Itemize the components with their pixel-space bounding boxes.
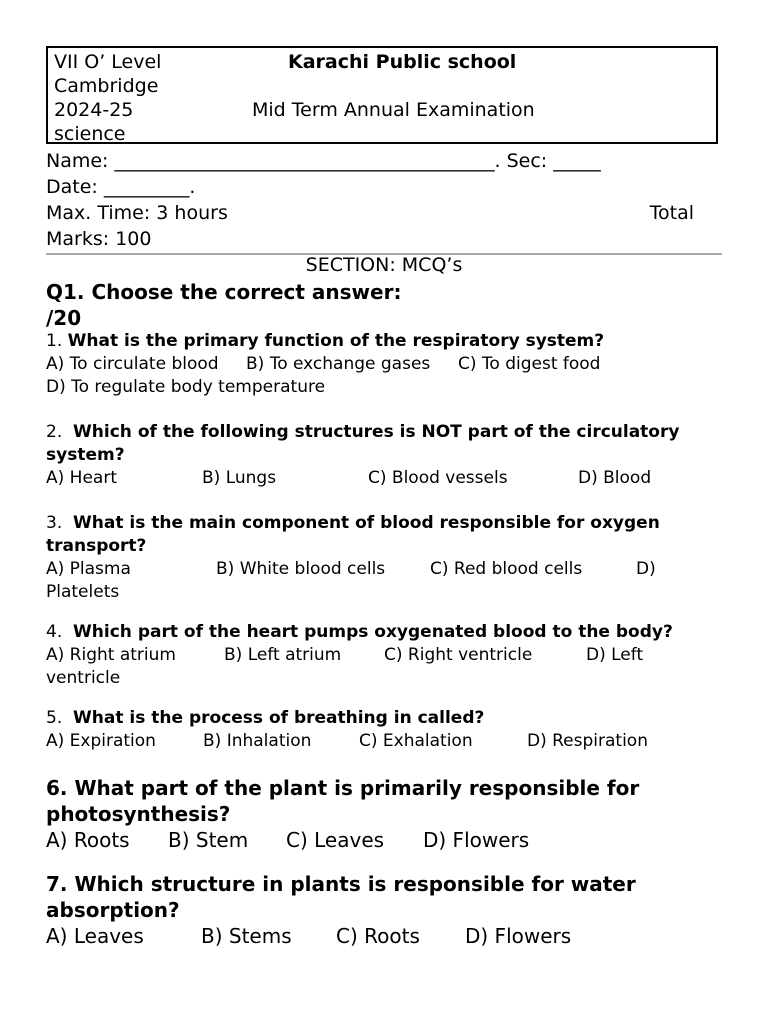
option-a: A) Expiration (46, 731, 156, 751)
option-a: A) Roots (46, 828, 130, 852)
options-row (46, 353, 722, 376)
option-c: C) To digest food (458, 354, 601, 374)
option-a: A) Plasma (46, 559, 131, 579)
time-line (46, 200, 718, 226)
options-row (46, 467, 722, 490)
question-number: 1. (46, 331, 63, 351)
option-d: D) To regulate body temperature (46, 377, 326, 397)
question-3 (46, 512, 722, 604)
question-text: Which part of the heart pumps oxygenated blood to the body? (73, 622, 673, 642)
section-title: SECTION: MCQ’s (305, 254, 463, 276)
option-d: D) Flowers (423, 828, 530, 852)
option-c: C) Blood vessels (368, 468, 508, 488)
option-d-cont: ventricle (46, 668, 121, 688)
max-time: Max. Time: 3 hours (46, 202, 228, 224)
question-text: What is the primary function of the respiratory system? (67, 331, 605, 351)
question-text: Which of the following structures is NOT part of the circulatory (73, 422, 680, 442)
question-text: 6. What part of the plant is primarily responsible for (46, 776, 640, 800)
question-text-cont: transport? (46, 536, 147, 556)
question-6 (46, 775, 722, 853)
name-sec-line: Name: ________________________________________. Sec: _____ (46, 150, 601, 172)
question-number: 5. (46, 708, 63, 728)
options-row (46, 644, 722, 667)
question-5 (46, 707, 722, 753)
option-d-cont: Platelets (46, 582, 120, 602)
question-text-cont: photosynthesis? (46, 802, 231, 826)
school-name: Karachi Public school (288, 51, 517, 73)
options-row (46, 923, 722, 949)
option-c: C) Red blood cells (430, 559, 583, 579)
option-a: A) Leaves (46, 924, 144, 948)
option-b: B) White blood cells (216, 559, 386, 579)
question-number: 3. (46, 513, 63, 533)
option-c: C) Right ventricle (384, 645, 533, 665)
board: Cambridge (54, 75, 159, 97)
option-a: A) Heart (46, 468, 117, 488)
options-row (46, 730, 722, 753)
question-text-cont: absorption? (46, 898, 180, 922)
question-text: 7. Which structure in plants is responsible for water (46, 872, 636, 896)
question-4 (46, 621, 722, 690)
option-d: D) (636, 559, 656, 579)
options-row (46, 558, 722, 581)
option-b: B) Left atrium (224, 645, 342, 665)
option-a: A) To circulate blood (46, 354, 219, 374)
question-text-cont: system? (46, 445, 125, 465)
option-b: B) Inhalation (203, 731, 312, 751)
date-line: Date: _________. (46, 176, 196, 198)
option-d: D) Blood (578, 468, 652, 488)
option-b: B) Stem (168, 828, 249, 852)
question-number: 2. (46, 422, 63, 442)
option-b: B) Stems (201, 924, 292, 948)
class-level: VII O’ Level (54, 51, 162, 73)
options-row (46, 827, 722, 853)
session-year: 2024-25 (54, 99, 134, 121)
q1-heading (46, 279, 401, 331)
exam-header-box (46, 46, 718, 144)
subject: science (54, 123, 126, 145)
option-c: C) Exhalation (359, 731, 473, 751)
question-number: 4. (46, 622, 63, 642)
option-d: D) Flowers (465, 924, 572, 948)
option-a: A) Right atrium (46, 645, 176, 665)
exam-title: Mid Term Annual Examination (252, 99, 535, 121)
q1-title: Q1. Choose the correct answer: (46, 280, 402, 304)
option-d: D) Left (586, 645, 644, 665)
question-2 (46, 421, 722, 490)
option-d: D) Respiration (527, 731, 648, 751)
question-text: What is the process of breathing in called? (73, 708, 485, 728)
option-b: B) Lungs (202, 468, 277, 488)
class-info (54, 50, 161, 146)
question-1 (46, 330, 722, 399)
marks-line: Marks: 100 (46, 228, 152, 250)
question-text: What is the main component of blood responsible for oxygen (73, 513, 660, 533)
total-label: Total (649, 202, 694, 224)
question-7 (46, 871, 722, 949)
q1-score: /20 (46, 306, 82, 330)
option-c: C) Leaves (286, 828, 385, 852)
option-b: B) To exchange gases (246, 354, 431, 374)
option-c: C) Roots (336, 924, 420, 948)
